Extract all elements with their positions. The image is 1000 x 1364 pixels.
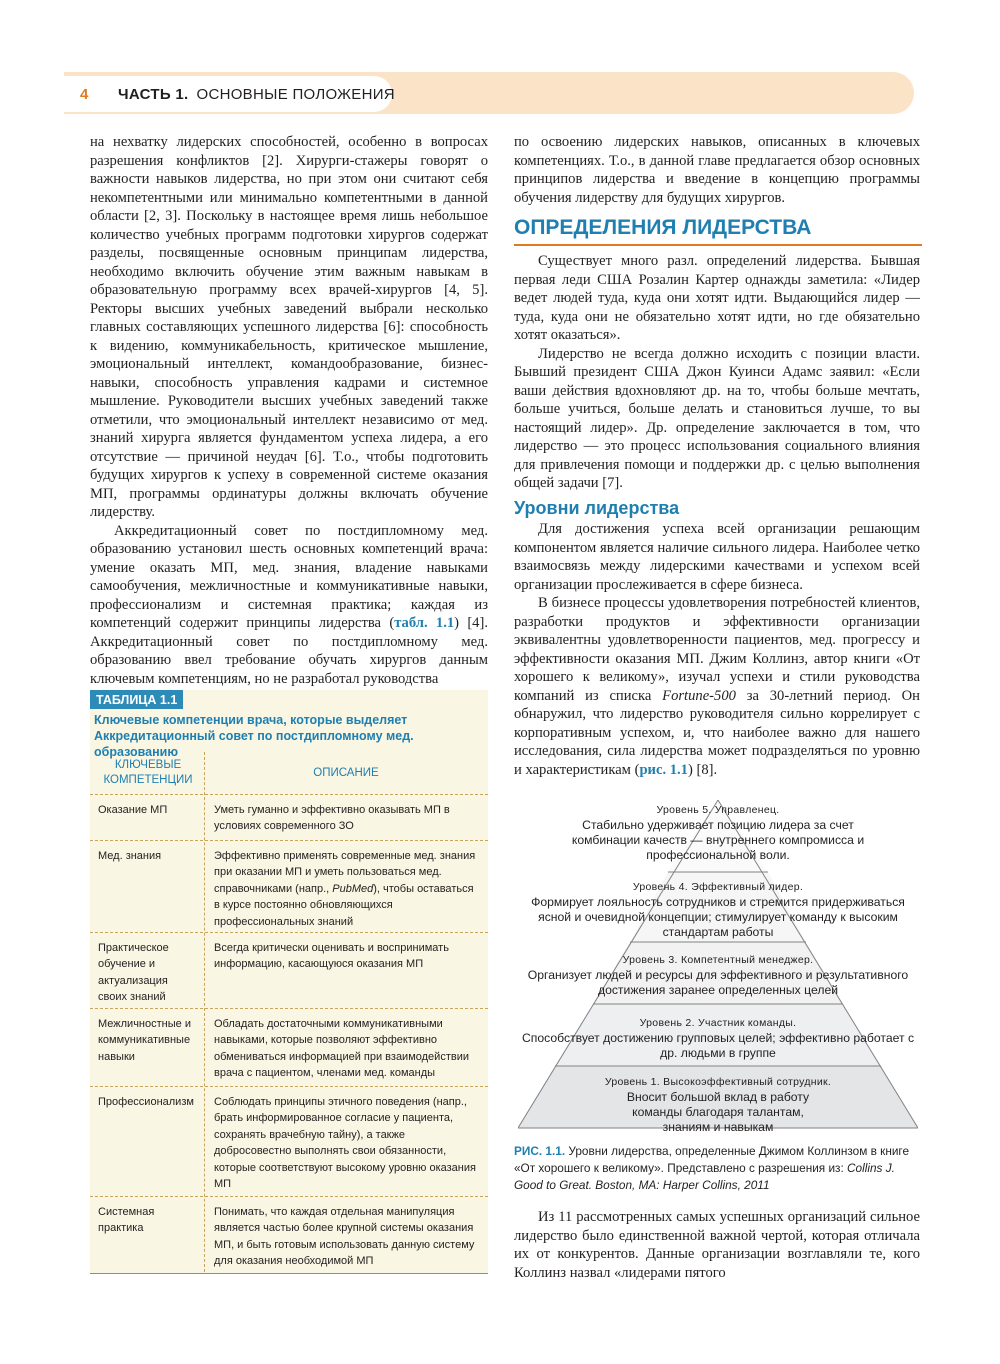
table-cell-description: Всегда критически оценивать и воспринимать информацию, касающуюся оказания МП [214,942,449,971]
pyramid-level-4 [528,880,908,940]
part-label: ЧАСТЬ 1. [118,86,189,103]
table-divider [90,840,488,841]
part-subtitle: ОСНОВНЫЕ ПОЛОЖЕНИЯ [196,86,395,103]
level-text: Формирует лояльность сотрудников и стремится придерживаться ясной и очевидной концепции; стимулирует команду к высоким стандартам работы [531,895,905,939]
right-column-top [514,133,920,207]
paragraph: на нехватку лидерских способностей, особенно в вопросах разрешения конфликтов [2]. Хирурги-стажеры говорят о важности навыков лидерства, но при этом они считают себя некомпетентными или минимально компетентными в данной области [2, 3]. Поскольку в настоящее время лишь небольшое количество учебных программ подготовки хирургов содержат разделы, посвященные основным принципам лидерства, необходимо включить обучение этим важным навыкам в образовательную программу всех врачей-хирургов [4, 5]. Ректоры высших учебных заведений выбрали несколько главных составляющих успешного лидерства [6]: способность к видению, коммуникабельность, критическое мышление, эмоциональный интеллект, командообразование, бизнес-навыки, способность управления кадрами и системное мышление. Руководители высших учебных заведений также отметили, что эмоциональный интеллект независимо от мед. знаний хирурга является фундаментом успеха лидера, а его отсутствие — причиной неудач [6]. Т.о., чтобы подготовить будущих хирургов к успеху в современной системе оказания МП, программы ординатуры должны включать обучение лидерству. [90,134,488,520]
table-cell-competency: Профессионализм [98,1096,194,1108]
level-text: Вносит большой вклад в работу команды благодаря талантам, знаниям и навыкам [626,1090,810,1134]
right-column-definitions [514,252,920,493]
paragraph: Аккредитационный совет по постдипломному мед. образованию установил шесть основных компетенций врача: умение оказать МП, мед. знания, владение навыками самообучения, межличностные и коммуникативные навыки, профессионализм и системная практика; каждая из компетенций содержит принципы лидерства (табл. 1.1) [4]. Аккредитационный совет по постдипломному мед. образованию ввел требование обучать хирургов данным ключевым компетенциям, но не разработал руководства [90,522,488,687]
part-title [118,86,395,103]
table-divider [90,932,488,933]
level-text: Организует людей и ресурсы для эффективного и результативного достижения заранее определенных целей [527,968,909,997]
right-column-levels [514,520,920,779]
figure-caption-label: РИС. 1.1. [514,1144,566,1158]
table-divider [90,1008,488,1009]
level-label: Уровень 2. Участник команды. [639,1017,797,1029]
table-cell-competency: Оказание МП [98,804,168,816]
level-text: Способствует достижению групповых целей; эффективно работает с др. людьми в группе [521,1031,915,1060]
table-cell-competency: Межличностные и коммуникативные навыки [98,1018,191,1063]
right-column-bottom [514,1208,920,1282]
table-column-divider [204,752,205,1272]
pyramid-level-5 [548,803,888,863]
subsection-heading: Уровни лидерства [514,498,680,518]
paragraph: Существует много разл. определений лидерства. Бывшая первая леди США Розалин Картер однажды заметила: «Лидер ведет людей туда, куда они хотят идти. Выдающийся лидер — туда, куда они не обязательно хотят идти, но где обязательно хотят оказаться». [514,253,920,343]
level-label: Уровень 3. Компетентный менеджер. [622,954,814,966]
paragraph: Для достижения успеха всей организации решающим компонентом является наличие сильного лидера. Наиболее четко взаимосвязь между лидерскими качествами и успехом всей организации прослеживается в сфере бизнеса. [514,521,920,593]
table-cell-competency: Практическое обучение и актуализация своих знаний [98,942,169,1004]
paragraph: Из 11 рассмотренных самых успешных организаций сильное лидерство было единственной важной чертой, которая отличала их от конкурентов. Данные организации возглавляли те, кого Коллинз назвал «лидерами пятого [514,1209,920,1281]
table-cell-description: Обладать достаточными коммуникативными навыками, которые позволяют эффективно обмениваться информацией при взаимодействии врача с пациентом, членами мед. команды [214,1018,469,1080]
paragraph: по освоению лидерских навыков, описанных в ключевых компетенциях. Т.о., в данной главе предлагается обзор основных принципов лидерства и введение в концепцию программы обучения лидерству для будущих хирургов. [514,134,920,206]
table-header-competencies: КЛЮЧЕВЫЕ КОМПЕТЕНЦИИ [103,759,193,786]
figure-caption: РИС. 1.1. Уровни лидерства, определенные Джимом Коллинзом в книге «От хорошего к великому». Представлено с разрешения из: Collins J. Good to Great. Boston, MA: Harper Collins, 2011 [514,1144,910,1192]
level-label: Уровень 1. Высокоэффективный сотрудник. [604,1076,832,1088]
table-title: Ключевые компетенции врача, которые выделяет Аккредитационный совет по постдипломному мед. образованию [94,713,414,759]
table-cell-description: Уметь гуманно и эффективно оказывать МП в условиях современного ЗО [214,804,450,833]
table-reference-link[interactable]: табл. 1.1 [394,615,455,631]
pyramid-level-2 [518,1016,918,1061]
pyramid-level-3 [520,953,916,998]
table-cell-description: Соблюдать принципы этичного поведения (напр., брать информированное согласие у пациента, сохранять врачебную тайну), а также добросовестно выполнять свои обязанности, которые соответствуют высокому уровню оказания МП [214,1096,476,1191]
left-column [90,133,488,688]
pyramid-level-1 [518,1075,918,1135]
table-cell-competency: Системная практика [98,1206,155,1235]
figure-reference-link[interactable]: рис. 1.1 [639,761,688,778]
level-label: Уровень 4. Эффективный лидер. [632,881,804,893]
table-cell-description: Понимать, что каждая отдельная манипуляция является частью более крупной системы оказания МП, и быть готовым использовать данную систему для оказания необходимой МП [214,1206,475,1268]
table-tag: ТАБЛИЦА 1.1 [90,690,183,709]
paragraph: Лидерство не всегда должно исходить с позиции власти. Бывший президент США Джон Куинси Адамс заявил: «Если ваши действия вдохновляют др. на то, чтобы больше мечтать, больше учиться, больше делать и становиться лучше, то вы настоящий лидер». Др. определение заключается в том, что лидерство — это процесс использования социального влияния для привлечения помощи и поддержки др. с целью выполнения общей задачи [7]. [514,345,920,491]
table-divider [90,1196,488,1197]
table-cell-competency: Мед. знания [98,850,162,862]
table-divider [90,1086,488,1087]
level-label: Уровень 5. Управленец. [656,804,780,816]
paragraph: В бизнесе процессы удовлетворения потребностей клиентов, разработки продуктов и эффективности организации эквивалентны удовлетворенности пациентов, мед. прогрессу и эффективности оказания МП. Джим Коллинз, автор книги «От хорошего к великому», изучал успехи и стили руководства компаний из списка Fortune-500 за 30-летний период. Он обнаружил, что лидерство руководителя сильно коррелирует с корпоративным успехом, и, что наиболее важно для нашего исследования, сила лидерства может подразделяться по уровню и характеристикам (рис. 1.1) [8]. [514,595,920,778]
section-heading: ОПРЕДЕЛЕНИЯ ЛИДЕРСТВА [514,216,922,246]
level-text: Стабильно удерживает позицию лидера за счет комбинации качеств — внутреннего компромисса и профессиональной воли. [571,818,865,862]
table-divider [90,794,488,795]
table-header-description: ОПИСАНИЕ [313,767,379,779]
page-number: 4 [80,86,89,103]
table-cell-description: Эффективно применять современные мед. знания при оказании МП и уметь пользоваться мед. справочниками (напр., PubMed), чтобы оставаться в курсе постоянно обновляющихся профессиональных знаний [214,850,476,928]
